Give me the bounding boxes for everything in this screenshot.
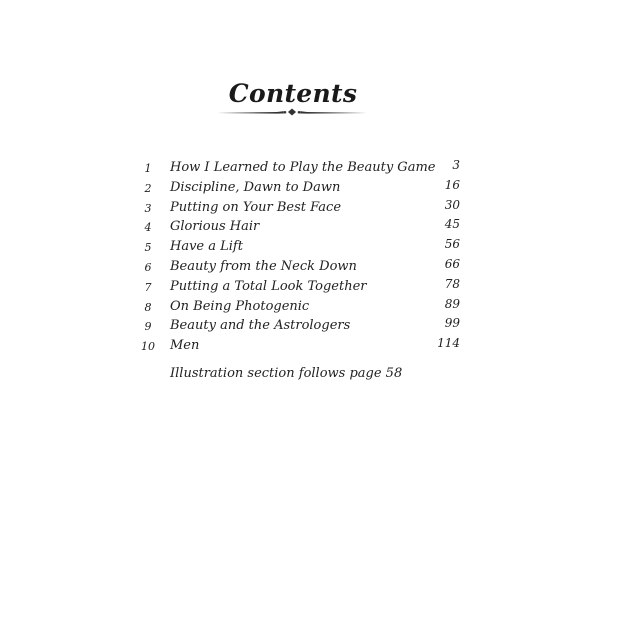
toc-entry[interactable] <box>0 158 640 178</box>
chapter-title: Have a Lift <box>170 239 243 255</box>
page-number: 99 <box>444 316 460 331</box>
chapter-title: How I Learned to Play the Beauty Game <box>170 160 436 175</box>
chapter-title: Putting on Your Best Face <box>170 199 342 215</box>
chapter-number: 5 <box>144 241 152 255</box>
page-number: 114 <box>437 336 460 351</box>
chapter-number: 2 <box>144 181 152 195</box>
page-number: 16 <box>444 177 460 192</box>
page-number: 56 <box>444 237 460 252</box>
toc-entry[interactable] <box>0 178 640 198</box>
chapter-title: Beauty from the Neck Down <box>170 258 357 274</box>
page-title: Contents <box>228 78 358 108</box>
chapter-title: Men <box>170 338 200 354</box>
chapter-title: Beauty and the Astrologers <box>170 318 351 334</box>
toc-entry[interactable] <box>0 257 640 277</box>
double-diamond-rule-icon <box>215 105 369 119</box>
page-number: 78 <box>444 276 460 291</box>
page-number: 3 <box>452 158 460 172</box>
chapter-number: 9 <box>144 320 152 334</box>
toc-entry[interactable] <box>0 297 640 317</box>
toc-entry[interactable] <box>0 336 640 356</box>
chapter-number: 3 <box>144 201 152 215</box>
illustration-note: Illustration section follows page 58 <box>170 366 403 381</box>
chapter-number: 6 <box>144 260 152 274</box>
chapter-number: 8 <box>144 300 152 314</box>
page-number: 66 <box>444 256 460 271</box>
page-number: 89 <box>444 296 460 311</box>
chapter-title: Putting a Total Look Together <box>170 278 367 294</box>
toc-entry[interactable] <box>0 198 640 218</box>
chapter-title: Glorious Hair <box>170 219 260 235</box>
chapter-number: 4 <box>144 221 152 235</box>
chapter-title: On Being Photogenic <box>170 298 310 314</box>
toc-entry[interactable] <box>0 277 640 297</box>
chapter-title: Discipline, Dawn to Dawn <box>170 179 341 195</box>
page-number: 45 <box>444 217 460 232</box>
chapter-number: 10 <box>141 340 155 354</box>
toc-entry[interactable] <box>0 237 640 257</box>
toc-entry[interactable] <box>0 217 640 237</box>
table-of-contents <box>0 158 640 356</box>
chapter-number: 7 <box>144 280 152 294</box>
toc-entry[interactable] <box>0 316 640 336</box>
chapter-number: 1 <box>144 162 152 175</box>
page-number: 30 <box>444 197 460 212</box>
